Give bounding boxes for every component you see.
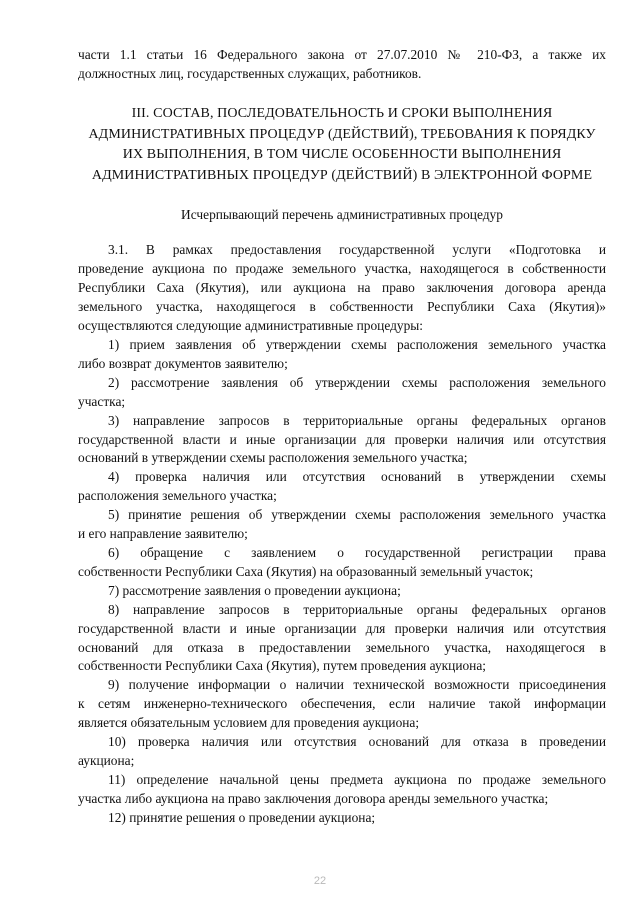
list-item-line: 9) получение информации о наличии технической возможности присоединения — [108, 677, 606, 693]
list-item — [78, 733, 606, 771]
paragraph-line: проведение аукциона по продаже земельного участка, находящегося в собственности — [78, 260, 606, 276]
list-item — [78, 676, 606, 733]
list-item-line: 6) обращение с заявлением о государственной регистрации права — [108, 544, 606, 560]
list-item-line: государственной власти и иные организации для проверки наличия или отсутствия — [78, 620, 606, 636]
list-item-line: 5) принятие решения об утверждении схемы расположения земельного участка — [108, 507, 606, 523]
list-item — [78, 809, 606, 828]
list-item — [78, 506, 606, 544]
list-item — [78, 771, 606, 809]
list-item-line: 4) проверка наличия или отсутствия оснований в утверждении схемы — [108, 469, 606, 485]
list-item-line: 7) рассмотрение заявления о проведении аукциона; — [108, 582, 401, 598]
list-item — [78, 601, 606, 677]
list-item-line: 3) направление запросов в территориальные органы федеральных органов — [108, 412, 606, 428]
list-item — [78, 544, 606, 582]
list-item-line: собственности Республики Саха (Якутия) на образованный земельный участок; — [78, 563, 534, 579]
page-number: 22 — [313, 875, 327, 887]
list-item-line: к сетям инженерно-технического обеспечения, если наличие такой информации — [78, 696, 606, 712]
list-item-line: 2) рассмотрение заявления об утверждении схемы расположения земельного — [108, 374, 606, 390]
list-item-line: государственной власти и иные организации для проверки наличия или отсутствия — [78, 431, 606, 447]
list-item-line: оснований в утверждении схемы расположения земельного участка; — [78, 450, 468, 466]
intro-paragraph — [78, 46, 606, 84]
list-item — [78, 468, 606, 506]
paragraph-line: 3.1. В рамках предоставления государственной услуги «Подготовка и — [108, 242, 606, 257]
list-item-line: аукциона; — [78, 752, 135, 768]
section-heading-line: III. СОСТАВ, ПОСЛЕДОВАТЕЛЬНОСТЬ И СРОКИ ВЫПОЛНЕНИЯ — [131, 106, 553, 121]
paragraph-3-1 — [78, 241, 606, 336]
list-item-line: либо возврат документов заявителю; — [78, 355, 288, 371]
section-heading-line: ИХ ВЫПОЛНЕНИЯ, В ТОМ ЧИСЛЕ ОСОБЕННОСТИ ВЫПОЛНЕНИЯ — [122, 147, 562, 163]
list-item-line: и его направление заявителю; — [78, 526, 248, 542]
procedures-list — [78, 336, 606, 828]
section-heading-line: АДМИНИСТРАТИВНЫХ ПРОЦЕДУР (ДЕЙСТВИЙ) В ЭЛЕКТРОННОЙ ФОРМЕ — [91, 167, 593, 183]
section-heading-line: АДМИНИСТРАТИВНЫХ ПРОЦЕДУР (ДЕЙСТВИЙ), ТРЕБОВАНИЯ К ПОРЯДКУ — [88, 126, 596, 142]
paragraph-line: земельного участка, находящегося в собственности Республики Саха (Якутия)» — [78, 298, 606, 314]
list-item-line: участка; — [78, 393, 126, 409]
paragraph-line: Республики Саха (Якутия), или аукциона на право заключения договора аренда — [78, 279, 606, 295]
subsection-title: Исчерпывающий перечень административных процедур — [181, 207, 503, 222]
list-item-line: 11) определение начальной цены предмета аукциона по продаже земельного — [108, 771, 606, 787]
list-item-line: 12) принятие решения о проведении аукциона; — [108, 809, 376, 825]
section-heading — [78, 104, 606, 186]
list-item — [78, 374, 606, 412]
list-item-line: собственности Республики Саха (Якутия), путем проведения аукциона; — [78, 658, 487, 674]
list-item-line: 10) проверка наличия или отсутствия оснований для отказа в проведении — [108, 734, 606, 750]
list-item-line: оснований для отказа в предоставлении земельного участка, находящегося в — [78, 639, 606, 655]
list-item — [78, 336, 606, 374]
list-item-line: участка либо аукциона на право заключения договора аренды земельного участка; — [78, 790, 549, 806]
list-item-line: 1) прием заявления об утверждении схемы расположения земельного участка — [108, 337, 606, 352]
intro-line: части 1.1 статьи 16 Федерального закона от 27.07.2010 № 210-ФЗ, а также их — [78, 47, 606, 62]
intro-line: должностных лиц, государственных служащих, работников. — [78, 65, 422, 81]
list-item — [78, 412, 606, 469]
list-item-line: 8) направление запросов в территориальные органы федеральных органов — [108, 601, 606, 617]
list-item-line: расположения земельного участка; — [78, 488, 277, 504]
list-item-line: является обязательным условием для проведения аукциона; — [78, 715, 420, 731]
list-item — [78, 582, 606, 601]
paragraph-line: осуществляются следующие административные процедуры: — [78, 317, 424, 333]
